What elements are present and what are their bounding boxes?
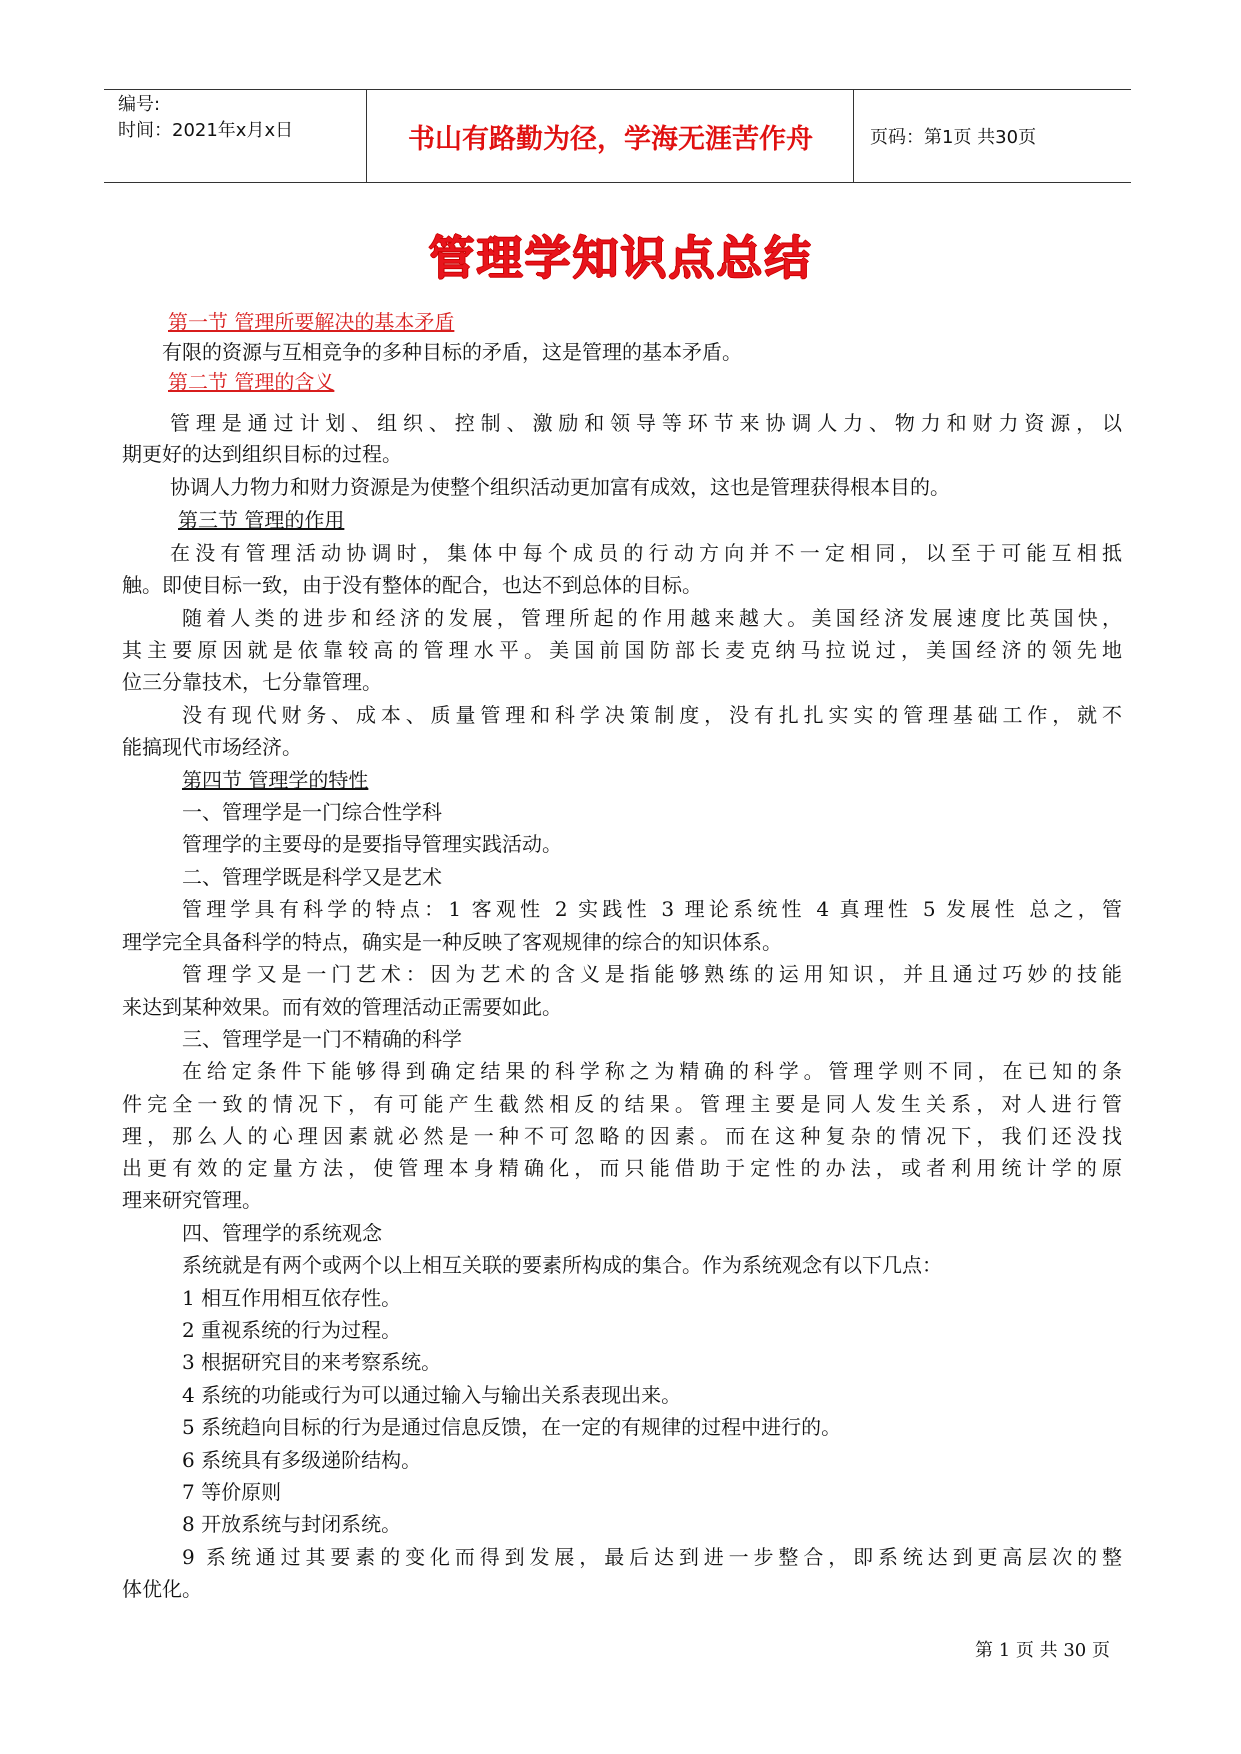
page-footer: 第 1 页 共 30 页 xyxy=(975,1640,1110,1661)
paragraph-line: 触。即使目标一致，由于没有整体的配合，也达不到总体的目标。 xyxy=(122,573,702,597)
paragraph-line: 协调人力物力和财力资源是为使整个组织活动更加富有成效，这也是管理获得根本目的。 xyxy=(170,475,950,499)
paragraph-line: 随着人类的进步和经济的发展，管理所起的作用越来越大。美国经济发展速度比英国快， xyxy=(182,606,1122,630)
header-page-info: 页码：第1页 共30页 xyxy=(870,127,1037,148)
header-table xyxy=(104,89,1131,183)
paragraph-line: 理学完全具备科学的特点，确实是一种反映了客观规律的综合的知识体系。 xyxy=(122,930,782,954)
paragraph-line: 来达到某种效果。而有效的管理活动正需要如此。 xyxy=(122,995,562,1019)
section-heading-1: 第一节 管理所要解决的基本矛盾 xyxy=(168,310,455,334)
paragraph-line: 管理学的主要母的是要指导管理实践活动。 xyxy=(182,832,562,856)
paragraph-line: 管理是通过计划、组织、控制、激励和领导等环节来协调人力、物力和财力资源，以 xyxy=(170,411,1122,435)
list-item: 5 系统趋向目标的行为是通过信息反馈，在一定的有规律的过程中进行的。 xyxy=(182,1415,842,1439)
paragraph-line: 能搞现代市场经济。 xyxy=(122,735,302,759)
paragraph-line: 件完全一致的情况下，有可能产生截然相反的结果。管理主要是同人发生关系，对人进行管 xyxy=(122,1092,1122,1116)
document-title: 管理学知识点总结 xyxy=(428,231,813,285)
paragraph-line: 理来研究管理。 xyxy=(122,1188,262,1212)
list-item: 1 相互作用相互依存性。 xyxy=(182,1286,402,1310)
paragraph-line: 期更好的达到组织目标的过程。 xyxy=(122,442,402,466)
list-item: 3 根据研究目的来考察系统。 xyxy=(182,1350,442,1374)
paragraph-line: 在没有管理活动协调时，集体中每个成员的行动方向并不一定相同，以至于可能互相抵 xyxy=(170,541,1122,565)
list-item: 4 系统的功能或行为可以通过输入与输出关系表现出来。 xyxy=(182,1383,682,1407)
document-time: 时间：2021年x月x日 xyxy=(118,120,294,141)
list-item: 7 等价原则 xyxy=(182,1480,282,1504)
header-motto: 书山有路勤为径，学海无涯苦作舟 xyxy=(368,90,854,182)
paragraph-line: 理，那么人的心理因素就必然是一种不可忽略的因素。而在这种复杂的情况下，我们还没找 xyxy=(122,1124,1122,1148)
subheading: 四、管理学的系统观念 xyxy=(182,1221,382,1245)
list-item: 6 系统具有多级递阶结构。 xyxy=(182,1448,422,1472)
header-left-cell xyxy=(104,90,367,182)
document-number-label: 编号: xyxy=(118,94,161,115)
paragraph-line: 管理学具有科学的特点：1 客观性 2 实践性 3 理论系统性 4 真理性 5 发展性 总之，管 xyxy=(182,897,1122,921)
paragraph-line: 在给定条件下能够得到确定结果的科学称之为精确的科学。管理学则不同，在已知的条 xyxy=(182,1059,1122,1083)
list-item: 2 重视系统的行为过程。 xyxy=(182,1318,402,1342)
paragraph-line: 系统就是有两个或两个以上相互关联的要素所构成的集合。作为系统观念有以下几点： xyxy=(182,1253,942,1277)
section-heading-2: 第二节 管理的含义 xyxy=(168,370,335,394)
subheading: 一、管理学是一门综合性学科 xyxy=(182,800,442,824)
paragraph-line: 其主要原因就是依靠较高的管理水平。美国前国防部长麦克纳马拉说过，美国经济的领先地 xyxy=(122,638,1122,662)
section-heading-3: 第三节 管理的作用 xyxy=(178,508,345,532)
section-heading-4: 第四节 管理学的特性 xyxy=(182,768,369,792)
paragraph-line: 体优化。 xyxy=(122,1577,202,1601)
paragraph-line: 管理学又是一门艺术：因为艺术的含义是指能够熟练的运用知识，并且通过巧妙的技能 xyxy=(182,962,1122,986)
subheading: 二、管理学既是科学又是艺术 xyxy=(182,865,442,889)
list-item: 9 系统通过其要素的变化而得到发展，最后达到进一步整合，即系统达到更高层次的整 xyxy=(182,1545,1122,1569)
paragraph-line: 出更有效的定量方法，使管理本身精确化，而只能借助于定性的办法，或者利用统计学的原 xyxy=(122,1156,1122,1180)
list-item: 8 开放系统与封闭系统。 xyxy=(182,1512,402,1536)
paragraph-line: 没有现代财务、成本、质量管理和科学决策制度，没有扎扎实实的管理基础工作，就不 xyxy=(182,703,1122,727)
subheading: 三、管理学是一门不精确的科学 xyxy=(182,1027,462,1051)
paragraph-line: 位三分靠技术，七分靠管理。 xyxy=(122,670,382,694)
paragraph-line: 有限的资源与互相竞争的多种目标的矛盾，这是管理的基本矛盾。 xyxy=(162,340,742,364)
